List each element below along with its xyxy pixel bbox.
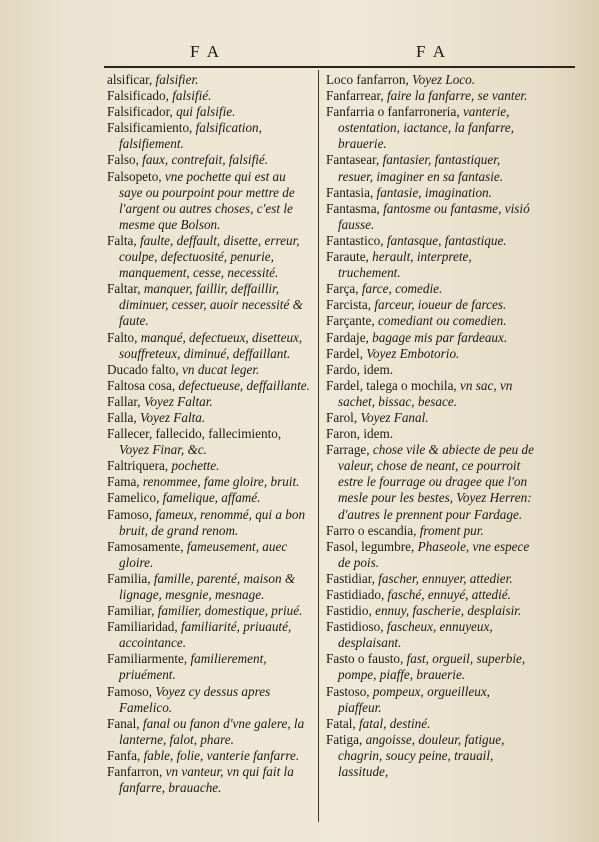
dictionary-entry [107,458,312,474]
entry-definition: vn vanteur, vn qui fait la fanfarre, brauache. [119,764,294,796]
entry-headword: Ducado falto, [107,361,179,377]
entry-definition: fameux, renommé, qui a bon bruit, de grand renom. [119,506,306,538]
entry-headword: Faltosa cosa, [107,377,176,393]
entry-definition: renommee, fame gloire, bruit. [142,474,300,490]
entry-headword: Famoso, [107,683,153,699]
dictionary-entry [326,603,536,619]
entry-definition: falsifié. [172,88,212,104]
dictionary-entry [326,362,536,378]
entry-headword: Famoso, [107,506,153,522]
dictionary-entry [107,104,312,120]
dictionary-entry [326,281,536,297]
column-divider [318,70,319,822]
entry-definition: fameusement, auec gloire. [119,538,288,570]
entry-definition: falsifier. [155,72,199,87]
entry-definition: bagage mis par fardeaux. [372,329,508,345]
entry-headword: Faltar, [107,281,141,297]
entry-definition: fantasque, fantastique. [386,232,507,248]
entry-definition: vn ducat leger. [182,361,260,377]
entry-definition: famille, parenté, maison & lignage, mesgnie, mesnage. [119,570,296,602]
dictionary-entry [107,120,312,152]
dictionary-entry [326,346,536,362]
dictionary-entry [107,330,312,362]
dictionary-entry [326,651,536,683]
entry-definition: fascheux, ennuyeux, desplaisant. [338,619,493,651]
entry-headword: Fatal, [326,715,356,731]
dictionary-entry [326,72,536,88]
entry-headword: Fardo, idem. [326,361,394,377]
entry-headword: Famelico, [107,490,160,506]
entry-headword: Famosamente, [107,538,184,554]
entry-headword: Fanfa, [107,747,141,763]
entry-definition: defectueuse, deffaillante. [178,377,310,393]
entry-headword: Fardaje, [326,329,369,345]
dictionary-entry [107,764,312,796]
dictionary-entry [326,185,536,201]
entry-headword: Farrage, [326,442,370,458]
dictionary-entry [326,619,536,651]
entry-headword: Farça, [326,281,359,297]
entry-definition: vne pochette qui est au saye ou pourpoint pour mettre de l'argent ou autres choses, c'est le mesme que Bolson. [119,168,295,232]
header-rule [104,66,575,68]
dictionary-entry [107,651,312,683]
entry-definition: herault, interprete, truchement. [338,249,472,281]
dictionary-entry [326,410,536,426]
entry-definition: Voyez cy dessus apres Famelico. [119,683,271,715]
entry-headword: Fantasma, [326,200,380,216]
entry-definition: fantasier, fantastiquer, resuer, imaginer en sa fantasie. [338,152,504,184]
dictionary-entry [326,571,536,587]
dictionary-entry [326,152,536,184]
entry-definition: Phaseole, vne espece de pois. [338,538,530,570]
entry-headword: Falta, [107,232,137,248]
entry-headword: Falso, [107,152,139,168]
entry-definition: faulte, deffault, disette, erreur, coulpe, defectuosité, penurie, manquement, cesse, necessité. [119,232,300,281]
entry-definition: farce, comedie. [361,281,443,297]
running-header [98,42,579,66]
dictionary-entry [326,442,536,522]
dictionary-entry [107,571,312,603]
dictionary-entry [107,490,312,506]
entry-headword: Faraute, [326,249,369,265]
entry-headword: Fama, [107,474,140,490]
entry-headword: Falsificamiento, [107,120,193,136]
entry-definition: qui falsifie. [176,104,236,120]
dictionary-entry [326,88,536,104]
dictionary-entry [326,732,536,780]
entry-definition: fanal ou fanon d'vne galere, la lanterne, falot, phare. [119,715,305,747]
entry-definition: falsification, falsifiement. [119,120,262,152]
dictionary-entry [326,587,536,603]
entry-definition: famelique, affamé. [162,490,261,506]
entry-definition: fatal, destiné. [358,715,431,731]
entry-headword: Fantasia, [326,184,374,200]
dictionary-entry [107,72,312,88]
entry-definition: familierement, priuément. [119,651,267,683]
entry-definition: fable, folie, vanterie fanfarre. [143,747,300,763]
dictionary-entry [107,619,312,651]
dictionary-entry [326,426,536,442]
dictionary-entry [326,201,536,233]
entry-headword: Fallecer, fallecido, fallecimiento, [107,426,282,442]
entry-headword: Familiar, [107,603,155,619]
header-right: F A [416,42,448,61]
entry-definition: angoisse, douleur, fatigue, chagrin, soucy peine, trauail, lassitude, [338,731,505,780]
entry-headword: Fanfarron, [107,764,163,780]
entry-definition: fast, orgueil, superbie, pompe, piaffe, brauerie. [338,651,526,683]
entry-headword: Fastidiado, [326,587,385,602]
entry-headword: Fastidio, [326,603,372,619]
entry-headword: Faltriquera, [107,458,169,474]
dictionary-entry [326,539,536,571]
dictionary-entry [107,507,312,539]
entry-headword: Familia, [107,570,151,586]
dictionary-entry [107,169,312,233]
entry-headword: Fardel, talega o mochila, [326,377,457,393]
entry-headword: Fanal, [107,715,140,731]
entry-definition: pochette. [171,458,220,474]
entry-headword: Fastidioso, [326,619,384,635]
dictionary-entry [326,523,536,539]
dictionary-entry [107,426,312,458]
entry-headword: Farol, [326,409,358,425]
entry-definition: Voyez Faltar. [143,393,213,409]
entry-definition: vanterie, ostentation, iactance, la fanfarre, brauerie. [338,104,515,152]
right-column [326,72,536,780]
entry-definition: familier, domestique, priué. [157,603,303,619]
dictionary-entry [107,539,312,571]
entry-headword: Fallar, [107,393,141,409]
dictionary-entry [326,297,536,313]
dictionary-entry [107,394,312,410]
dictionary-entry [107,684,312,716]
entry-headword: Falsificador, [107,104,173,120]
dictionary-entry [107,716,312,748]
entry-definition: fascher, ennuyer, attedier. [378,570,513,586]
dictionary-entry [107,410,312,426]
entry-headword: Falsopeto, [107,168,162,184]
entry-definition: manquer, faillir, deffaillir, diminuer, cesser, auoir necessité & faute. [119,281,303,329]
dictionary-entry [326,684,536,716]
entry-definition: froment pur. [419,522,484,538]
dictionary-entry [107,281,312,329]
entry-headword: Falsificado, [107,88,169,104]
entry-headword: Fasto o fausto, [326,651,404,667]
entry-headword: Fasol, legumbre, [326,538,415,554]
entry-headword: Fastoso, [326,683,370,699]
entry-definition: chose vile & abiecte de peu de valeur, chose de neant, ce pourroit estre le fourrage ou dragee que l'on mesle pour les bestes, Voyez Herren: d'autres le prennent pour Fardage. [338,442,534,522]
dictionary-entry [326,313,536,329]
entry-definition: manqué, defectueux, disetteux, souffreteux, diminué, deffaillant. [119,329,303,361]
entry-definition: faux, contrefait, falsifié. [142,152,269,168]
entry-headword: Farçante, [326,313,375,329]
entry-headword: Fanfarrear, [326,88,384,104]
dictionary-entry [107,748,312,764]
entry-definition: comediant ou comedien. [378,313,507,329]
dictionary-entry [107,603,312,619]
entry-headword: Familiaridad, [107,619,178,635]
dictionary-entry [326,378,536,410]
dictionary-entry [326,104,536,152]
entry-headword: Fanfarria o fanfarroneria, [326,104,460,120]
dictionary-entry [326,233,536,249]
entry-definition: fantosme ou fantasme, visió fausse. [338,200,530,232]
dictionary-entry [107,378,312,394]
entry-headword: Falla, [107,409,137,425]
dictionary-entry [107,88,312,104]
dictionary-entry [326,716,536,732]
dictionary-entry [107,474,312,490]
entry-definition: fasché, ennuyé, attedié. [387,587,511,602]
entry-headword: Fatiga, [326,731,363,747]
entry-headword: Fardel, [326,345,363,361]
dictionary-entry [326,330,536,346]
entry-definition: ennuy, fascherie, desplaisir. [375,603,522,619]
entry-definition: Voyez Falta. [139,409,206,425]
dictionary-entry [326,249,536,281]
entry-headword: Farro o escandia, [326,522,417,538]
entry-headword: Falto, [107,329,138,345]
entry-headword: Loco fanfarron, [326,72,409,87]
entry-definition: fantasie, imagination. [376,184,492,200]
entry-headword: Fastidiar, [326,570,375,586]
entry-definition: pompeux, orgueilleux, piaffeur. [338,683,490,715]
header-left: F A [190,42,222,61]
dictionary-entry [107,233,312,281]
dictionary-entry [107,152,312,168]
entry-headword: Fantastico, [326,232,384,248]
entry-definition: Voyez Loco. [412,72,476,87]
entry-definition: vn sac, vn sachet, bissac, besace. [338,377,513,409]
entry-definition: faire la fanfarre, se vanter. [386,88,528,104]
entry-headword: alsificar, [107,72,153,87]
entry-definition: Voyez Fanal. [360,409,429,425]
entry-headword: Fantasear, [326,152,380,168]
dictionary-entry [107,362,312,378]
entry-definition: Voyez Finar, &c. [119,442,207,458]
entry-definition: farceur, ioueur de farces. [374,297,507,313]
left-column [107,72,312,796]
entry-headword: Farcista, [326,297,372,313]
entry-definition: familiarité, priuauté, accointance. [119,619,292,651]
entry-headword: Faron, idem. [326,426,394,442]
entry-headword: Familiarmente, [107,651,188,667]
entry-definition: Voyez Embotorio. [366,345,460,361]
